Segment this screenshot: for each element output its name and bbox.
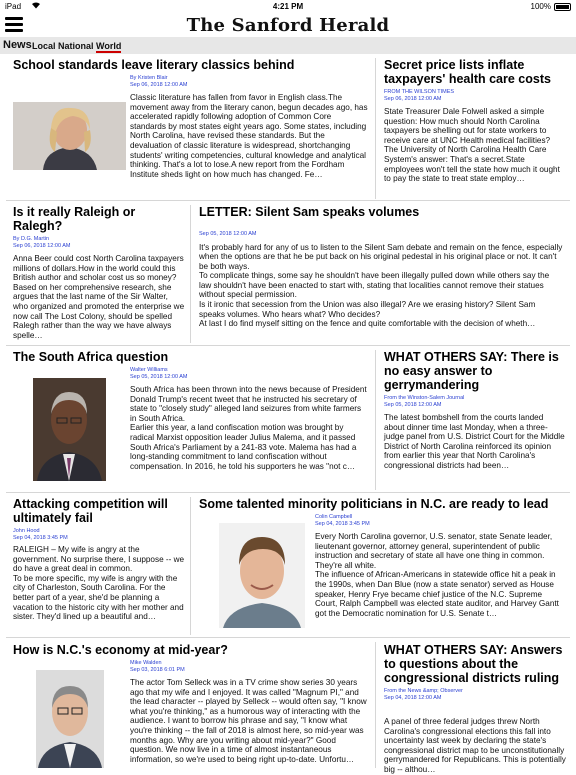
article-headline[interactable]: WHAT OTHERS SAY: There is no easy answer to gerrymandering — [384, 350, 559, 392]
article-date: Sep 05, 2018 12:00 AM — [199, 231, 257, 237]
article-headline[interactable]: School standards leave literary classics behind — [13, 58, 295, 72]
article-card[interactable] — [13, 497, 185, 635]
author-photo — [33, 378, 106, 481]
masthead-logo: The Sanford Herald — [186, 15, 390, 36]
author-photo — [36, 670, 104, 768]
battery-percent: 100% — [530, 2, 551, 11]
article-date: Sep 06, 2018 12:00 AM — [13, 242, 71, 249]
article-author: Colin Campbell — [315, 514, 353, 520]
article-headline[interactable]: Some talented minority politicians in N.C. are ready to lead — [199, 497, 549, 511]
article-date: Sep 04, 2018 3:45 PM — [13, 534, 68, 541]
article-headline[interactable]: Attacking competition will ultimately fail — [13, 497, 168, 525]
article-snippet: The latest bombshell from the courts landed about dinner time last Monday, when a three-judge panel from U.S. District Court for the Middle District of North Carolina reinforced its opinion from earlier this year that North Carolina's congressional districts had been… — [384, 413, 565, 470]
clock: 4:21 PM — [272, 2, 304, 11]
article-snippet: It's probably hard for any of us to listen to the Silent Sam debate and remain on the fence, especially when the options are that he be put back on his original pedestal in his original place or not. It can't be both ways. To complicate things, some say he shouldn't have been illegally pulled down while others say the law shouldn't have been enacted to start with, stating that localities cannot remove their statues without special permission. Is it ironic that secession from the Union was also illegal? Are we erasing history? Silent Sam speaks volumes. Who hears what? Who decides? At last I do find myself sitting on the fence and quite comfortable with the decision of wheth… — [199, 242, 563, 329]
article-author: From the Winston-Salem Journal — [384, 395, 465, 401]
article-date: Sep 04, 2018 3:45 PM — [315, 520, 370, 527]
article-headline[interactable]: Is it really Raleigh or Ralegh? — [13, 205, 136, 233]
article-card[interactable] — [13, 205, 185, 343]
article-snippet: Anna Beer could cost North Carolina taxpayers millions of dollars.How in the world could this British author and scholar cost us so money?Based on her comprehensive research, she argues that the last name of the Sir Walter, who organized and promoted the enterprise we now call The Lost Colony, should be spelled Ralegh rather than the way we have always spelle… — [13, 254, 185, 340]
article-snippet: The actor Tom Selleck was in a TV crime show series 30 years ago that my wife and I enjoyed. It was called "Magnum PI," and the lead character -- played by Selleck -- would often say, "I know what you're thinking," as a humorous way of interacting with the audience. I want to borrow his phrase and say, "I know what you're thinking -- the fall of 2018 is almost here, so mid-year was months ago. Why are you writing about mid-year?" Good question. We now live in a time of almost instantaneous information, so we're used to being right up-to-date. Unfortu… — [130, 678, 367, 764]
article-card[interactable] — [199, 205, 563, 343]
article-author: Walter Williams — [130, 367, 168, 373]
article-author: FROM THE WILSON TIMES — [384, 89, 455, 95]
article-card[interactable] — [384, 350, 566, 490]
article-snippet: A panel of three federal judges threw North Carolina's congressional elections this fall into uncertainty last week by declaring the state's congressional district map to be unconstitutionally gerrymandered for Republicans. This is potentially big -- althou… — [384, 717, 566, 774]
article-author: By Kristen Blair — [130, 75, 168, 81]
tab-news[interactable]: News — [3, 39, 32, 51]
article-headline[interactable]: The South Africa question — [13, 350, 169, 364]
article-card[interactable] — [384, 643, 566, 774]
article-snippet: Classic literature has fallen from favor in English class.The movement away from the literary canon, begun decades ago, has accelerated rapidly following adoption of Common Core standards by most states eight years ago. Some states, including North Carolina, have revised these standards. But the devaluation of classic literature is widespread, shortchanging students' writing competencies, cultural knowledge and analytical thinking. That's a lot to lose.A new report from the Fordham Institute sheds light on how much has changed. Fe… — [130, 93, 368, 179]
battery-icon — [554, 3, 571, 11]
article-date: Sep 06, 2018 12:00 AM — [130, 81, 188, 88]
article-snippet: Every North Carolina governor, U.S. senator, state Senate leader, lieutenant governor, attorney general, superintendent of public instruction and secretary of state all have one thing in common. They're all white. The influence of African-Americans in statewide office hit a peak in the 1990s, when Dan Blue (now a state senator) served as House speaker, Henry Frye became chief justice of the N.C. Supreme Court, Ralph Campbell was elected state auditor, and Harvey Gantt got the Democratic nomination for U.S. Senate t… — [315, 532, 559, 618]
author-photo — [219, 523, 305, 628]
article-snippet: State Treasurer Dale Folwell asked a simple question: How much should North Carolina taxpayers be shelling out for state workers to receive care at UNC Health medical facilities? The University of North Carolina Health Care System's answer: That's a secret.State employees won't tell the state how much it ought to pay the state to treat state employ… — [384, 107, 560, 184]
article-date: Sep 05, 2018 12:00 AM — [384, 401, 442, 408]
article-card[interactable] — [384, 58, 566, 198]
article-headline[interactable]: LETTER: Silent Sam speaks volumes — [199, 205, 420, 219]
article-snippet: RALEIGH – My wife is angry at the government. No surprise there, I suppose -- we do have a great deal in common. To be more specific, my wife is angry with the city of Charleston, South Carolina. For the better part of a year, she'd be planning a vacation to the historic city with her mother and sister. They'd lined up a beautiful and… — [13, 545, 185, 622]
article-author: Mike Walden — [130, 660, 162, 666]
article-date: Sep 03, 2018 6:01 PM — [130, 666, 185, 673]
article-author: From the News &amp; Observer — [384, 688, 463, 694]
tab-local[interactable]: Local — [32, 41, 56, 51]
section-nav — [0, 37, 576, 54]
tab-national[interactable]: National — [58, 41, 94, 51]
tab-world[interactable]: World — [96, 41, 122, 51]
article-snippet: South Africa has been thrown into the news because of President Donald Trump's recent tweet that he instructed his secretary of state to "closely study" alleged land seizures from white farmers in South Africa. Earlier this year, a land confiscation motion was brought by radical Marxist opposition leader Julius Malema, and it passed South Africa's Parliament by a 241-83 vote. Malema has had a long-standing commitment to land confiscation without compensation. In 2016, he told his supporters he was "not c… — [130, 385, 367, 471]
author-photo — [13, 102, 126, 170]
app-header — [0, 13, 576, 37]
carrier-label: iPad — [5, 2, 22, 11]
article-author: By D.G. Martin — [13, 236, 50, 242]
article-headline[interactable]: How is N.C.'s economy at mid-year? — [13, 643, 228, 657]
article-date: Sep 04, 2018 12:00 AM — [384, 694, 442, 701]
article-headline[interactable]: Secret price lists inflate taxpayers' health care costs — [384, 58, 551, 86]
status-bar — [0, 0, 576, 13]
article-author: John Hood — [13, 528, 40, 534]
article-date: Sep 05, 2018 12:00 AM — [130, 373, 188, 380]
article-headline[interactable]: WHAT OTHERS SAY: Answers to questions about the congressional districts ruling — [384, 643, 563, 685]
article-date: Sep 06, 2018 12:00 AM — [384, 95, 442, 102]
